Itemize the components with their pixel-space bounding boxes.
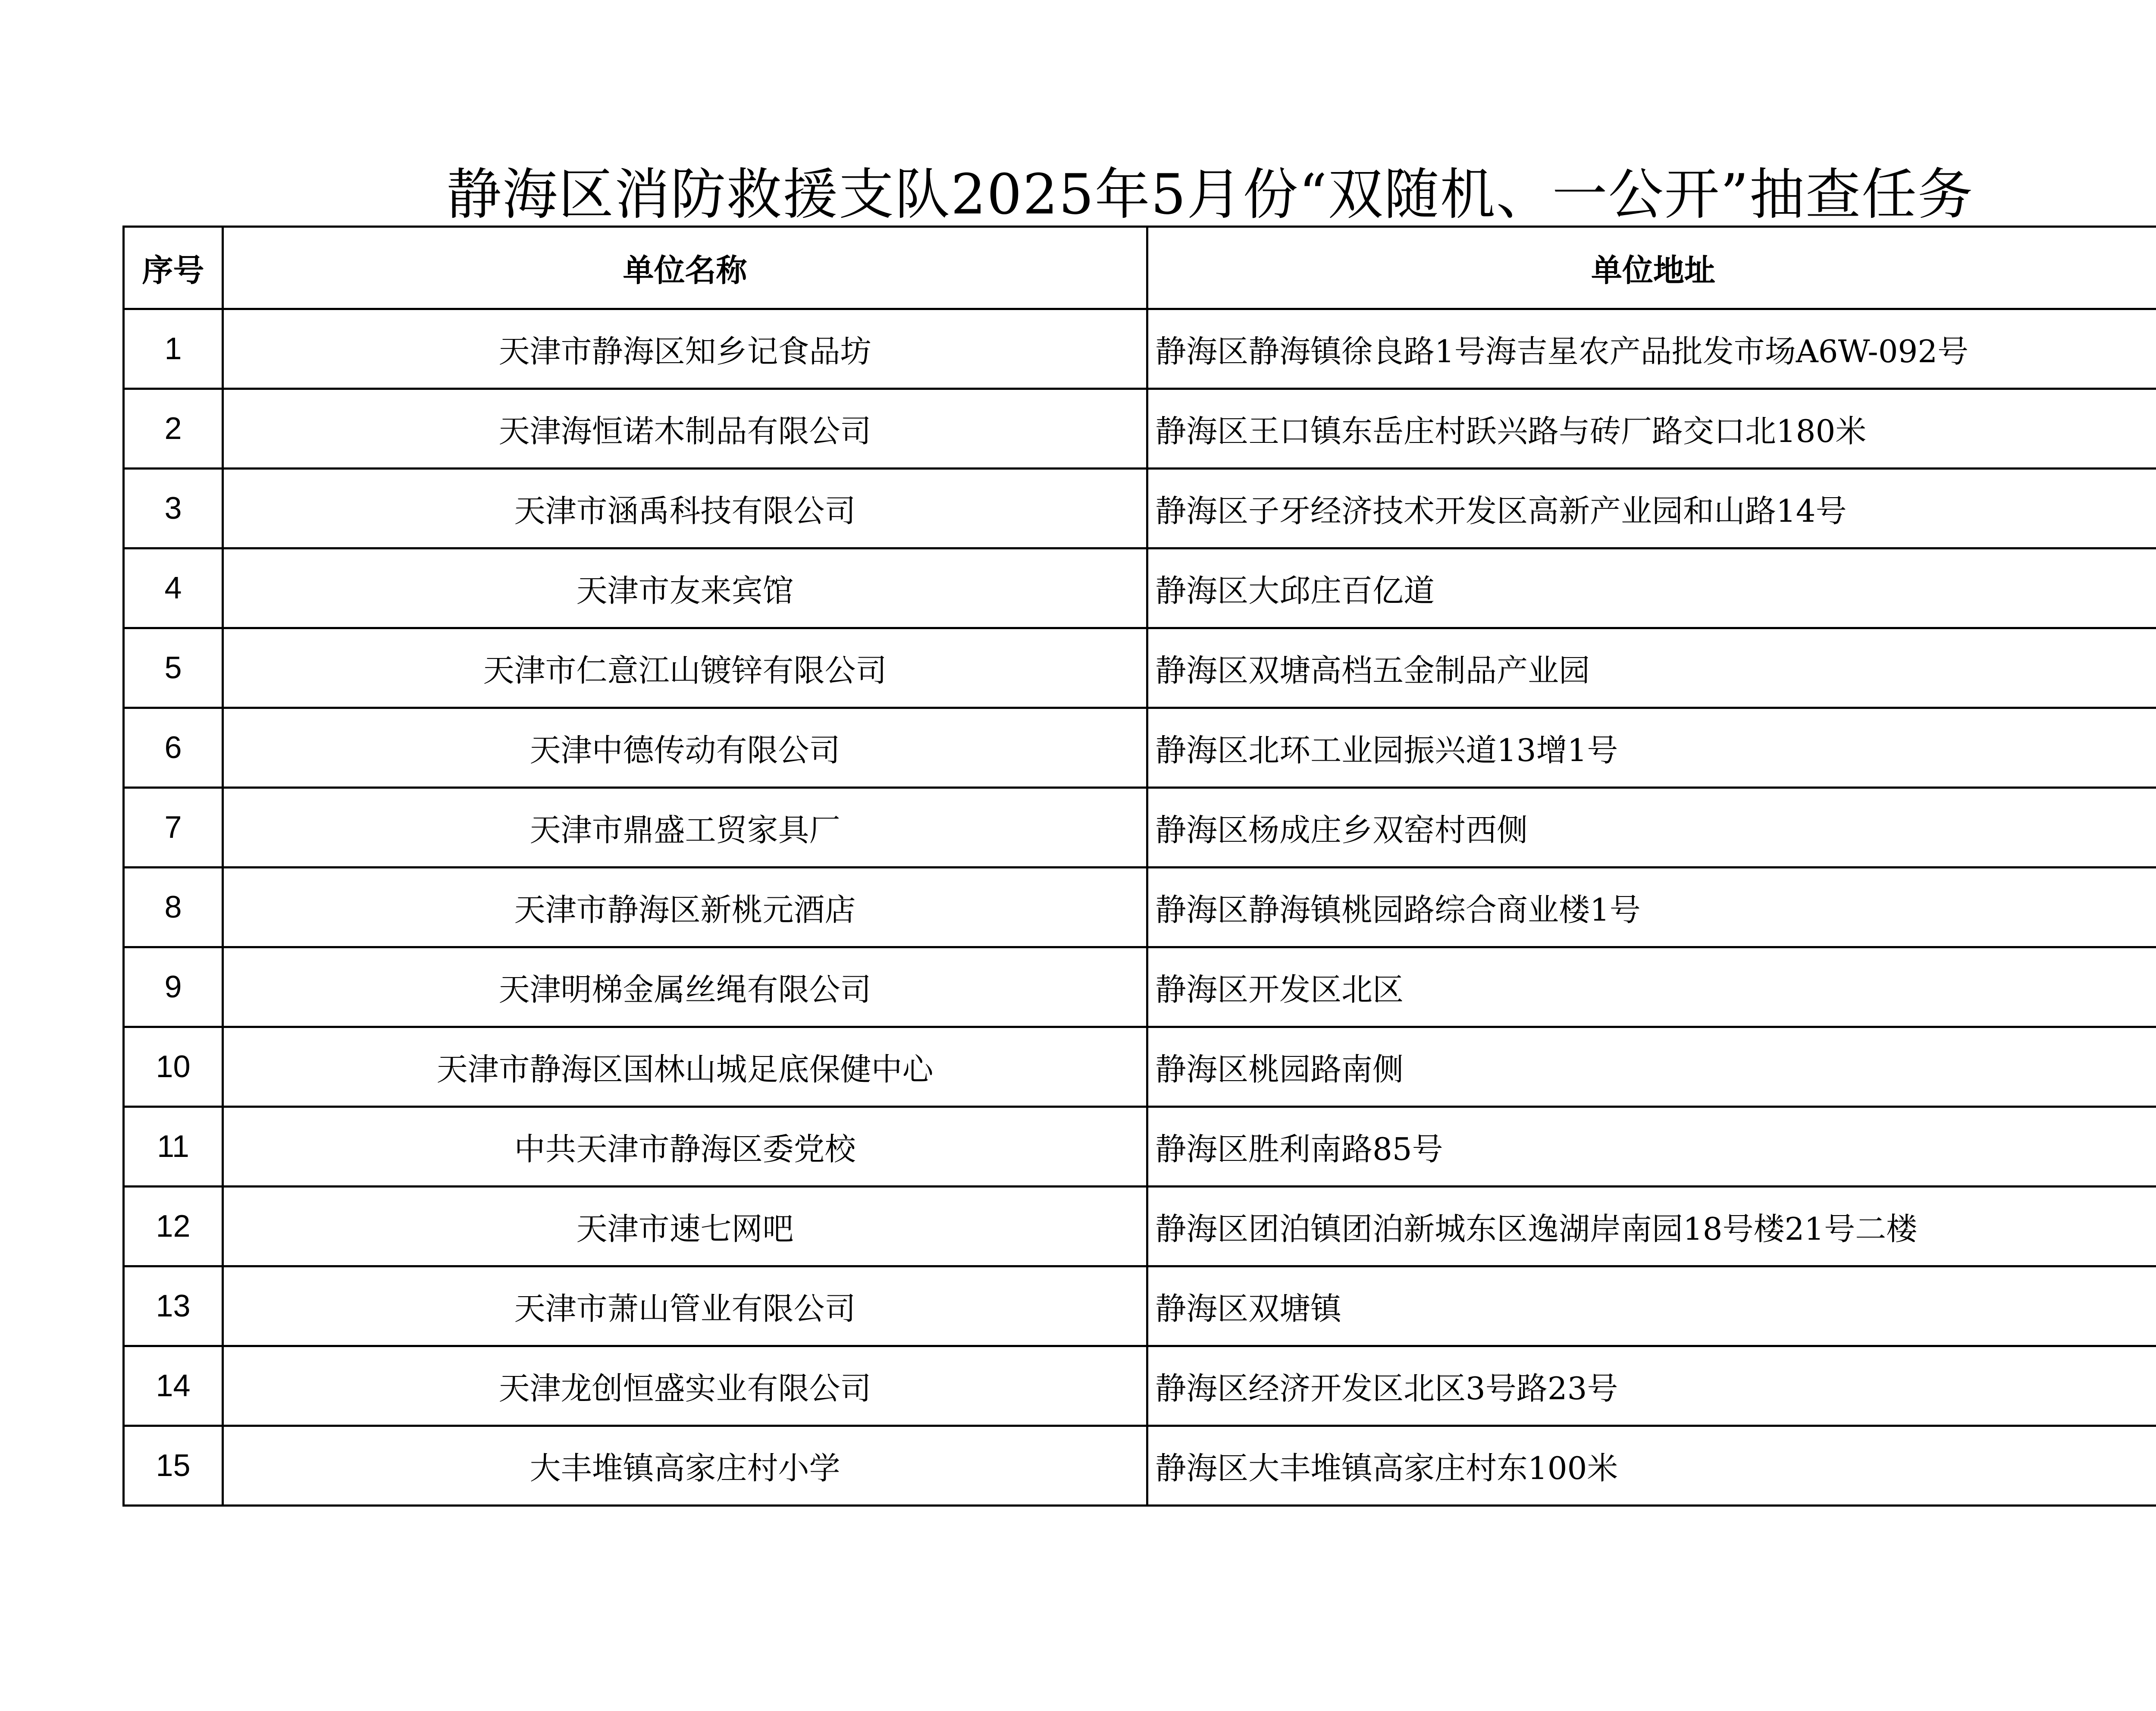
table-row: [124, 548, 2156, 628]
table-row: [124, 1187, 2156, 1266]
cell-serial-number: 4: [124, 548, 223, 628]
table-row: [124, 1346, 2156, 1426]
cell-unit-address: 静海区桃园路南侧: [1147, 1027, 2156, 1107]
cell-unit-name: 天津市涵禹科技有限公司: [223, 469, 1147, 548]
cell-unit-address: 静海区王口镇东岳庄村跃兴路与砖厂路交口北180米: [1147, 389, 2156, 469]
table-row: [124, 309, 2156, 389]
cell-unit-address: 静海区北环工业园振兴道13增1号: [1147, 708, 2156, 788]
table-row: [124, 1426, 2156, 1506]
page-title: 静海区消防救援支队2025年5月份“双随机、一公开”抽查任务: [446, 163, 1974, 227]
cell-serial-number: 2: [124, 389, 223, 469]
table-row: [124, 1027, 2156, 1107]
cell-serial-number: 15: [124, 1426, 223, 1506]
inspection-task-table: [122, 226, 2156, 1507]
cell-unit-address: 静海区子牙经济技术开发区高新产业园和山路14号: [1147, 469, 2156, 548]
cell-unit-address: 静海区胜利南路85号: [1147, 1107, 2156, 1187]
cell-unit-address: 静海区大丰堆镇高家庄村东100米: [1147, 1426, 2156, 1506]
cell-unit-name: 天津中德传动有限公司: [223, 708, 1147, 788]
cell-serial-number: 11: [124, 1107, 223, 1187]
cell-unit-name: 大丰堆镇高家庄村小学: [223, 1426, 1147, 1506]
cell-serial-number: 6: [124, 708, 223, 788]
cell-serial-number: 3: [124, 469, 223, 548]
table-row: [124, 947, 2156, 1027]
cell-unit-address: 静海区经济开发区北区3号路23号: [1147, 1346, 2156, 1426]
cell-unit-name: 天津市速七网吧: [223, 1187, 1147, 1266]
table-row: [124, 1266, 2156, 1346]
header-unit-name: 单位名称: [223, 227, 1147, 309]
cell-serial-number: 7: [124, 788, 223, 868]
header-unit-address: 单位地址: [1147, 227, 2156, 309]
cell-unit-address: 静海区双塘镇: [1147, 1266, 2156, 1346]
cell-unit-name: 天津市静海区知乡记食品坊: [223, 309, 1147, 389]
cell-unit-name: 天津市萧山管业有限公司: [223, 1266, 1147, 1346]
cell-unit-address: 静海区双塘高档五金制品产业园: [1147, 628, 2156, 708]
cell-serial-number: 9: [124, 947, 223, 1027]
cell-unit-name: 天津市静海区新桃元酒店: [223, 868, 1147, 947]
cell-serial-number: 8: [124, 868, 223, 947]
cell-serial-number: 13: [124, 1266, 223, 1346]
cell-unit-name: 天津市鼎盛工贸家具厂: [223, 788, 1147, 868]
cell-serial-number: 10: [124, 1027, 223, 1107]
cell-unit-name: 中共天津市静海区委党校: [223, 1107, 1147, 1187]
cell-unit-address: 静海区开发区北区: [1147, 947, 2156, 1027]
header-serial-number: 序号: [124, 227, 223, 309]
cell-serial-number: 1: [124, 309, 223, 389]
table-row: [124, 788, 2156, 868]
table-row: [124, 628, 2156, 708]
table-row: [124, 868, 2156, 947]
table-header-row: [124, 227, 2156, 309]
table-row: [124, 389, 2156, 469]
cell-unit-address: 静海区静海镇桃园路综合商业楼1号: [1147, 868, 2156, 947]
cell-unit-address: 静海区杨成庄乡双窑村西侧: [1147, 788, 2156, 868]
cell-unit-name: 天津市友来宾馆: [223, 548, 1147, 628]
cell-unit-name: 天津明梯金属丝绳有限公司: [223, 947, 1147, 1027]
table-row: [124, 708, 2156, 788]
cell-unit-name: 天津市仁意江山镀锌有限公司: [223, 628, 1147, 708]
table-row: [124, 1107, 2156, 1187]
cell-serial-number: 14: [124, 1346, 223, 1426]
cell-unit-name: 天津市静海区国林山城足底保健中心: [223, 1027, 1147, 1107]
cell-serial-number: 12: [124, 1187, 223, 1266]
cell-unit-address: 静海区团泊镇团泊新城东区逸湖岸南园18号楼21号二楼: [1147, 1187, 2156, 1266]
table-row: [124, 469, 2156, 548]
cell-unit-address: 静海区大邱庄百亿道: [1147, 548, 2156, 628]
cell-serial-number: 5: [124, 628, 223, 708]
cell-unit-address: 静海区静海镇徐良路1号海吉星农产品批发市场A6W-092号: [1147, 309, 2156, 389]
cell-unit-name: 天津海恒诺木制品有限公司: [223, 389, 1147, 469]
cell-unit-name: 天津龙创恒盛实业有限公司: [223, 1346, 1147, 1426]
